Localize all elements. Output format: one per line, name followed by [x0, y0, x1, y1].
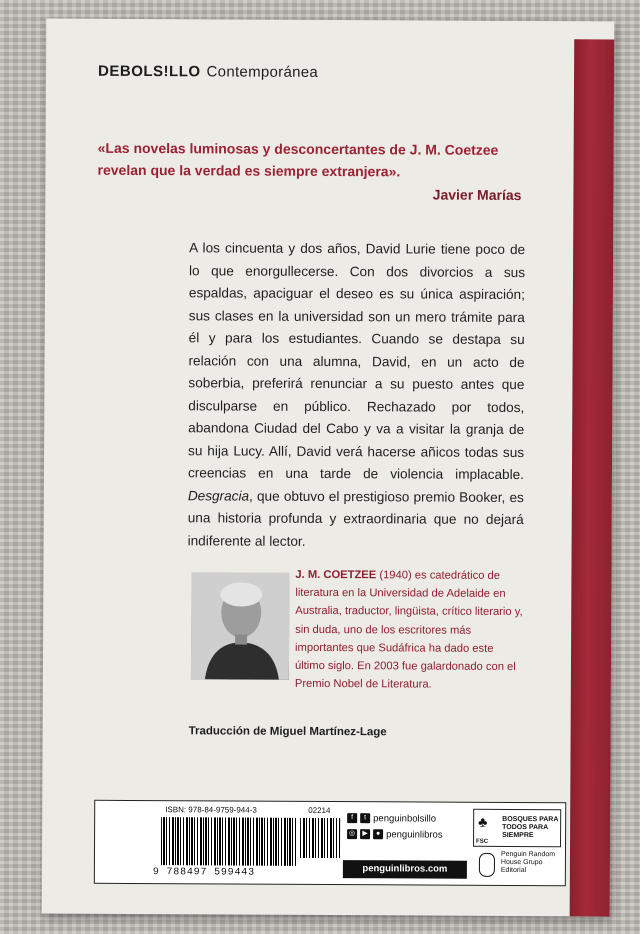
synopsis	[188, 237, 526, 554]
social-handle-libros: penguinlibros	[386, 828, 443, 841]
cover-page	[42, 19, 575, 917]
author-bio	[189, 565, 526, 694]
instagram-icon: ◎	[347, 829, 357, 839]
translator-credit: Traducción de Miguel Martínez-Lage	[188, 725, 387, 739]
prh-logo	[479, 851, 563, 881]
addon-barcode-bars	[300, 818, 340, 858]
chat-icon: ●	[373, 829, 383, 839]
synopsis-part1: A los cincuenta y dos años, David Lurie tiene poco de lo que enorgullecerse. Con dos divorcios a sus espaldas, apaciguar el deseo es su única aspiración; sus clases en la universidad son un mero trámite para él y para los estudiantes. Cuando se destapa su relación con una alumna, David, en un acto de soberbia, preferirá renunciar a su puesto antes que disculparse en público. Rechazado por todos, abandona Ciudad del Cabo y va a visitar la granja de su hija Lucy. Allí, David verá hacerse añicos todas sus creencias en una tarde de violencia implacable.	[187, 240, 526, 483]
social-links	[347, 810, 465, 843]
social-row-ig-yt	[347, 826, 465, 843]
tree-icon: ♣	[478, 813, 488, 830]
book-back-cover	[42, 19, 615, 917]
collection-name: Contemporánea	[206, 63, 319, 81]
review-quote: «Las novelas luminosas y desconcertantes de J. M. Coetzee revelan que la verdad es siempre extranjera».	[97, 139, 499, 180]
quote-author: Javier Marías	[432, 186, 522, 204]
fsc-label: FSC	[476, 838, 489, 845]
author-bio-text: (1940) es catedrático de literatura en la Universidad de Adelaide en Australia, traductor, lingüista, crítico literario y, sin duda, uno de los escritores más importantes que Sudáfrica ha dado este último siglo. En 2003 fue galardonado con el Premio Nobel de Literatura.	[294, 569, 523, 691]
penguin-icon	[479, 853, 495, 877]
isbn-label: ISBN: 978-84-9759-944-3	[165, 805, 257, 815]
fsc-badge	[473, 809, 561, 847]
synopsis-book-title: Desgracia	[187, 487, 250, 504]
addon-code: 02214	[308, 805, 331, 816]
barcode-digits: 9 788497 599443	[152, 867, 255, 879]
social-row-fb-tw	[347, 810, 465, 827]
author-name: J. M. COETZEE	[295, 568, 377, 582]
book-spine	[570, 39, 615, 916]
synopsis-part2: , que obtuvo el prestigioso premio Booker, es una historia profunda y extraordinaria que no dejará indiferente al lector.	[187, 488, 524, 549]
prh-text: Penguin Random House Grupo Editorial	[500, 850, 556, 875]
website-label: penguinlibros.com	[343, 860, 467, 879]
facebook-icon: f	[347, 813, 357, 823]
barcode-panel	[94, 800, 566, 886]
fsc-text: BOSQUES PARA TODOS PARA SIEMPRE	[502, 815, 559, 840]
publisher-brand	[98, 63, 318, 81]
barcode-bars	[161, 817, 297, 866]
youtube-icon: ▶	[360, 829, 370, 839]
publisher-name: DEBOLS!LLO	[98, 62, 201, 81]
twitter-icon: t	[360, 813, 370, 823]
social-handle-bolsillo: penguinbolsillo	[373, 812, 437, 825]
